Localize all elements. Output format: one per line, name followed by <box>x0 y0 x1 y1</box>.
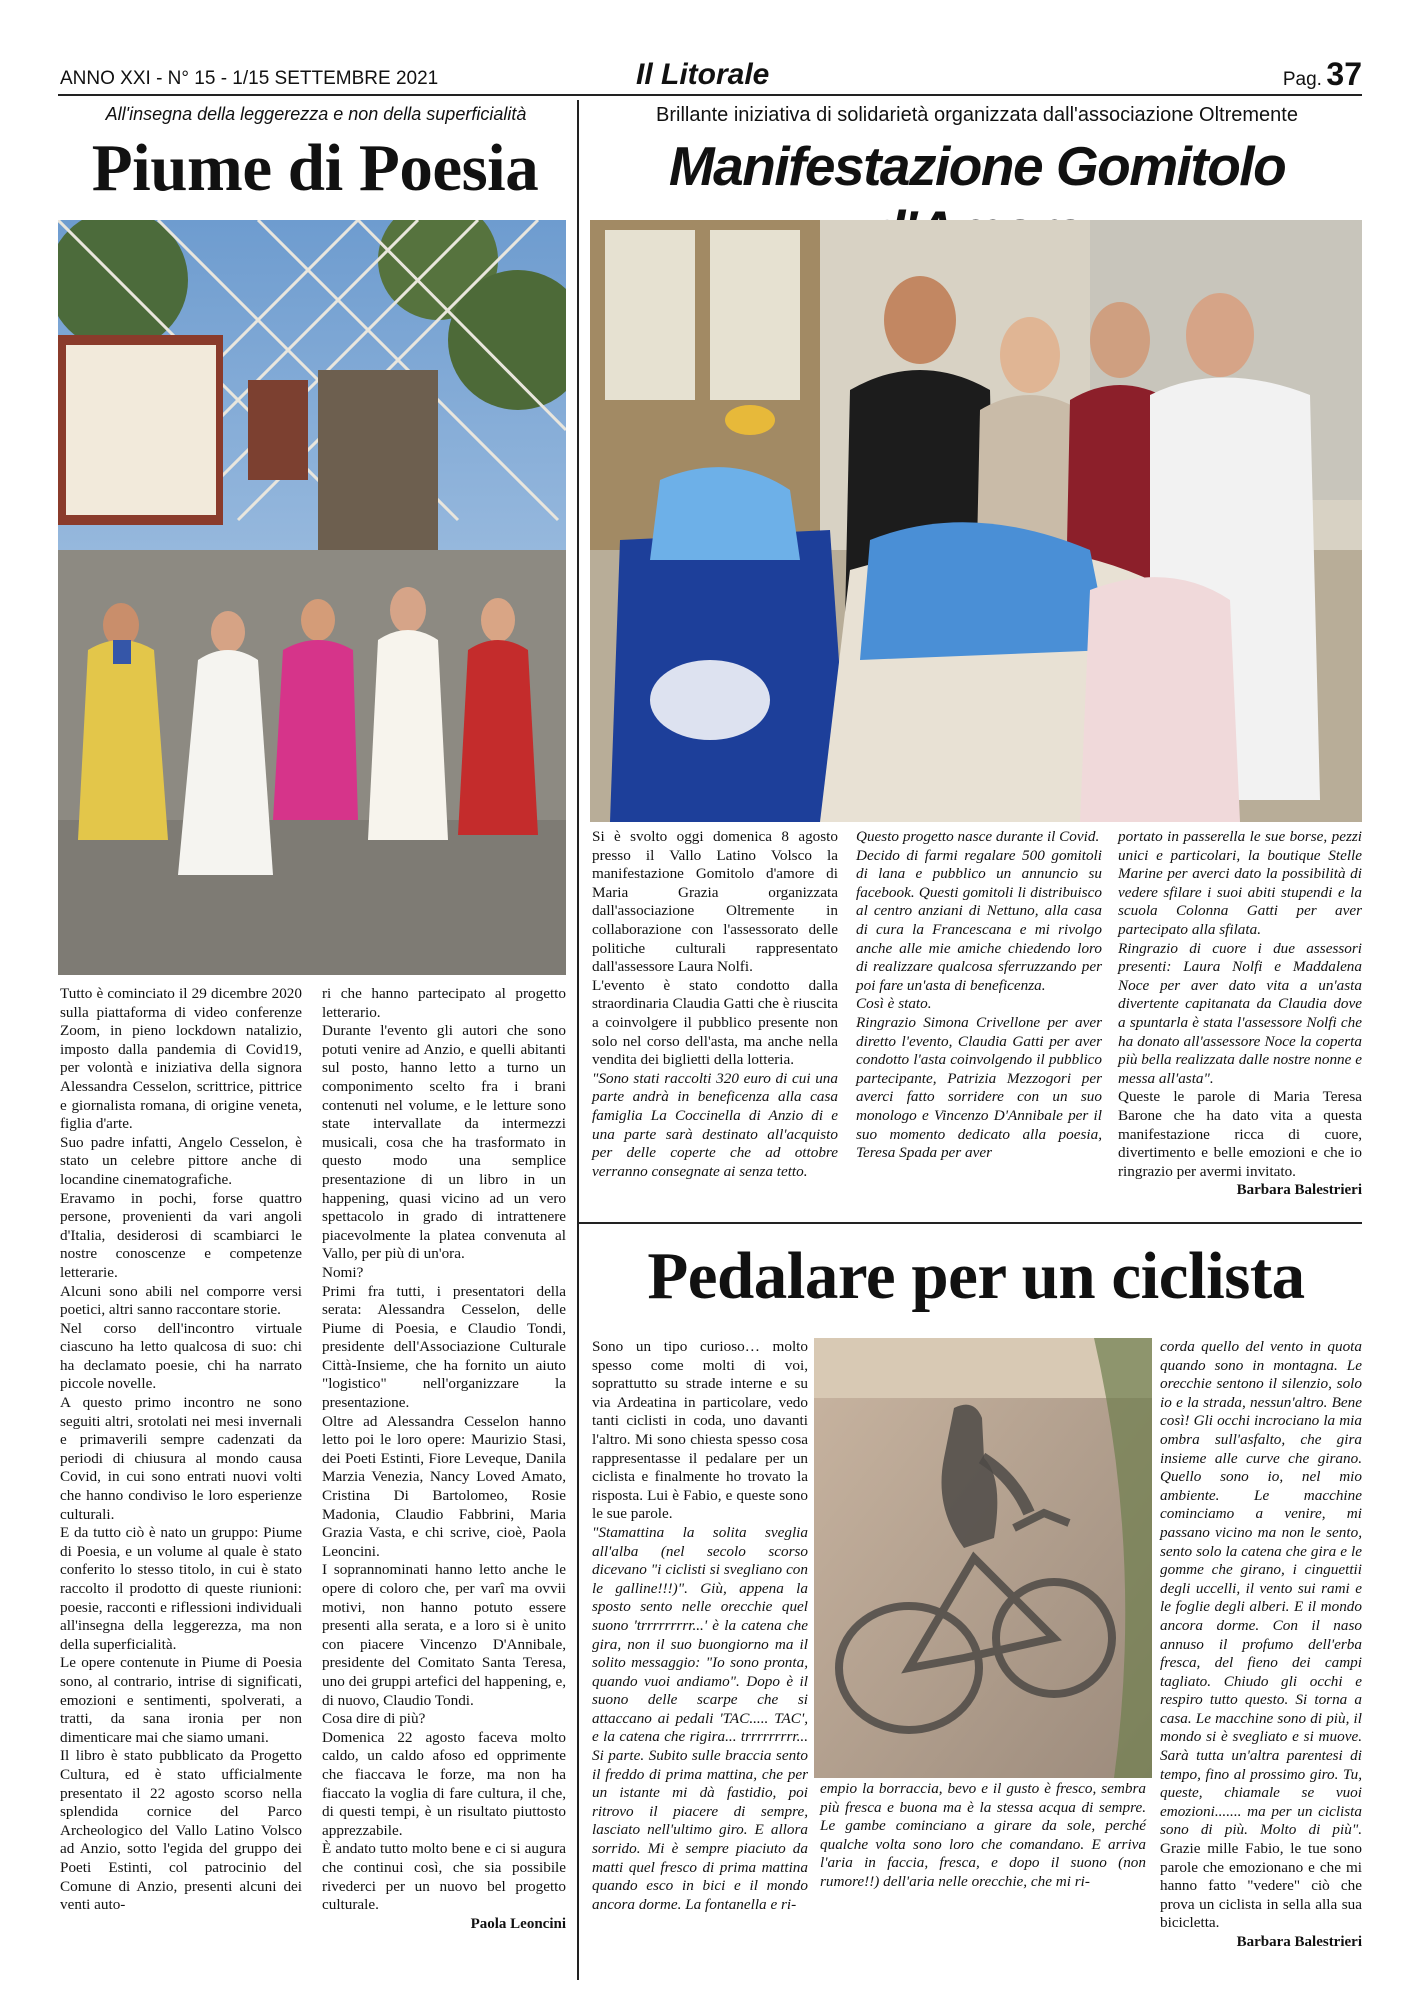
paragraph: Si è svolto oggi domenica 8 agosto presso il Vallo Latino Volsco la manifestazione Gomitolo d'amore di Maria Grazia organizzata dall'associazione Oltremente in collaborazione con l'assessorato delle politiche culturali rappresentato dall'assessore Laura Nolfi. <box>592 828 838 976</box>
page-label: Pag. <box>1282 69 1322 90</box>
issue-line: ANNO XXI - N° 15 - 1/15 SETTEMBRE 2021 <box>60 68 439 89</box>
paragraph: ri che hanno partecipato al progetto letterario. <box>322 985 566 1021</box>
paragraph: Ringrazio Simona Crivellone per aver diretto l'evento, Claudia Gatti per aver condotto l'asta coinvolgendo il pubblico partecipante, Patrizia Mezzogori per averci fatto sorridere con un suo monologo e Vincenzo D'Annibale per il suo momento dedicato alla poesia, Teresa Spada per aver <box>856 1013 1102 1162</box>
paragraph: Alcuni sono abili nel comporre versi poetici, altri sanno raccontare storie. <box>60 1282 302 1319</box>
signature: Barbara Balestrieri <box>1236 1934 1362 1950</box>
paragraph: Nel corso dell'incontro virtuale ciascuno ha letto qualcosa di suo: chi ha declamato poesie, chi ha narrato piccole novelle. <box>60 1319 302 1393</box>
paragraph: Ringrazio di cuore i due assessori presenti: Laura Nolfi e Maddalena Noce per aver dato vita a un'asta divertente capitanata da Claudia dove a spuntarla è stata l'assessore Nolfi che ha donato all'assessore Noce la coperta più bella realizzata dalle nostre nonne e messa all'asta". <box>1118 939 1362 1087</box>
page-number: 37 <box>1326 56 1362 92</box>
paragraph: Cosa dire di più? <box>322 1710 426 1728</box>
section-rule <box>579 1222 1362 1224</box>
column-divider <box>577 100 579 1980</box>
paragraph: E da tutto ciò è nato un gruppo: Piume di Poesia, e un volume al quale è stato conferito lo stesso titolo, in cui è stato raccolto il prodotto di queste riunioni: poesie, racconti e riflessioni individuali all'insegna della leggerezza, ma non della superficialità. <box>60 1524 302 1653</box>
paragraph: Così è stato. <box>856 995 932 1013</box>
paragraph: Suo padre infatti, Angelo Cesselon, è stato un celebre pittore anche di locandine cinematografiche. <box>60 1133 302 1188</box>
left-col2 <box>322 985 566 1933</box>
header-rule <box>58 94 1362 96</box>
left-col1 <box>60 985 302 1915</box>
page-number-block <box>1283 56 1362 93</box>
bottom-col1 <box>592 1338 808 1914</box>
paragraph: Questo progetto nasce durante il Covid. <box>856 828 1100 845</box>
paragraph: Tutto è cominciato il 29 dicembre 2020 sulla piattaforma di video conferenze Zoom, in pieno lockdown natalizio, imposto dalla pandemia di Covid19, per volontà e iniziativa della signora Alessandra Cesselon, scrittrice, pittrice e giornalista romana, di origine veneta, figlia d'arte. <box>60 985 302 1133</box>
left-title: Piume di Poesia <box>91 131 539 205</box>
right-col2 <box>856 828 1102 1163</box>
paragraph: L'evento è stato condotto dalla straordinaria Claudia Gatti che è riuscita a coinvolgere il pubblico presente non solo nel corso dell'asta, ma anche nella vendita dei biglietti della lotteria. <box>592 976 838 1069</box>
bottom-title: Pedalare per un ciclista <box>647 1239 1305 1313</box>
bottom-col3 <box>1160 1338 1362 1952</box>
paragraph: Eravamo in pochi, forse quattro persone, provenienti da vari angoli d'Italia, desiderosi di scambiarci le nostre conoscenze e competenze letterarie. <box>60 1189 302 1281</box>
left-kicker: All'insegna della leggerezza e non della superficialità <box>105 104 527 124</box>
paragraph: Il libro è stato pubblicato da Progetto Cultura, ed è stato ufficialmente presentato il 22 agosto scorso nella splendida cornice del Parco Archeologico del Vallo Latino Volsco ad Anzio, sotto l'egida del gruppo dei Poeti Estinti, col patrocinio del Comune di Anzio, presenti alcuni dei venti auto- <box>60 1747 302 1914</box>
paragraph: È andato tutto molto bene e ci si augura che continui così, che sia possibile rivederci per un nuovo bel progetto culturale. <box>322 1840 566 1914</box>
paragraph: Grazie mille Fabio, le tue sono parole che emozionano e che mi hanno fatto "vedere" ciò che prova un ciclista in sella alla sua bicicletta. <box>1160 1840 1362 1932</box>
paragraph: Domenica 22 agosto faceva molto caldo, un caldo afoso ed opprimente che fiaccava le forze, ma non ha fiaccato la voglia di fare cultura, il che, di questi tempi, è un risultato piuttosto apprezzabile. <box>322 1728 566 1839</box>
donation-bags-photo <box>590 220 1362 822</box>
women-group-photo <box>58 220 566 975</box>
signature: Paola Leoncini <box>470 1915 566 1932</box>
paragraph: Durante l'evento gli autori che sono potuti venire ad Anzio, e quelli abitanti sul posto, hanno letto a turno un componimento scelto fra i brani contenuti nel volume, e le letture sono state intervallate da intermezzi musicali, cosa che ha trasformato in questo modo una semplice presentazione di un libro in un happening, quasi vicino ad un vero spettacolo in grado di intrattenere piacevolmente la platea convenuta al Vallo, per più di un'ora. <box>322 1022 566 1263</box>
right-col3 <box>1118 828 1362 1200</box>
paragraph: corda quello del vento in quota quando sono in montagna. Le orecchie sentono il silenzio, solo io e la strada, nessun'altro. Bene così! Gli occhi incrociano la mia ombra sull'asfalto, che gira insieme alle curve che girano. Quello sono io, nel mio ambiente. Le macchine cominciamo a venire, mi passano vicino ma non le sento, sento solo la catena che gira e le gomme che girano, i cinguettii degli uccelli, il vento sui rami e le foglie degli alberi. E il mondo ancora dorme. Con il naso annuso il profumo dell'erba fresca, del fieno dei campi tagliato. Chiudo gli occhi e respiro tutto questo. Si torna a casa. Le macchine sono di più, il mondo si è svegliato e si muove. Sarà tutta un'altra parentesi di tempo, fino al prossimo giro. Tu, queste, chiamale se vuoi emozioni....... ma per un ciclista sono di più. Molto di più". <box>1160 1338 1362 1839</box>
paragraph: Primi fra tutti, i presentatori della serata: Alessandra Cesselon, delle Piume di Poesia, e Claudio Tondi, presidente dell'Associazione Culturale Città-Insieme, che ha fornito un aiuto "logistico" nell'organizzare la presentazione. <box>322 1282 566 1412</box>
paragraph: Decido di farmi regalare 500 gomitoli di lana e pubblico un annuncio su facebook. Questi gomitoli li distribuisco al centro anziani di Nettuno, alla casa di cura la Francescana e mi rivolgo anche alle mie amiche chiedendo loro di realizzare qualcosa sferruzzando per poi fare un'asta di beneficenza. <box>856 846 1102 994</box>
right-col1 <box>592 828 838 1181</box>
right-title: Manifestazione Gomitolo <box>668 135 1286 197</box>
paragraph: Le opere contenute in Piume di Poesia sono, al contrario, intrise di significati, emozioni e sentimenti, spolverati, a tratti, da sana ironia per non dimenticare mai che siamo umani. <box>60 1654 302 1746</box>
paragraph: Sono un tipo curioso… molto spesso come molti di voi, soprattutto su strade interne e su via Ardeatina in particolare, vedo tanti ciclisti in coda, uno davanti l'altro. Mi sono chiesta spesso cosa rappresentasse il pedalare per un ciclista e finalmente ho trovato la risposta. Lui è Fabio, e queste sono le sue parole. <box>592 1338 808 1523</box>
paragraph: empio la borraccia, bevo e il gusto è fresco, sembra più fresca e buona ma è la stessa acqua di sempre. Le gambe cominciano a girare da sole, perché qualche volta sono loro che comandano. E arriva l'aria in faccia, fresca, e dopo il suono (non rumore!!) dell'aria nelle orecchie, che mi ri- <box>820 1780 1146 1890</box>
paragraph: Oltre ad Alessandra Cesselon hanno letto poi le loro opere: Maurizio Stasi, dei Poeti Estinti, Fiore Leveque, Danila Marzia Venezia, Nancy Loved Amato, Cristina Di Bartolomeo, Rosie Madonia, Claudio Fabbrini, Maria Grazia Vasta, e chi scrive, cioè, Paola Leoncini. <box>322 1412 566 1560</box>
signature: Barbara Balestrieri <box>1236 1182 1362 1199</box>
paragraph: A questo primo incontro ne sono seguiti altri, srotolati nei mesi invernali e primaverili sempre cadenzati da periodi di chiusura al mondo causa Covid, in cui sono entrati nuovi volti che hanno condiviso le loro esperienze culturali. <box>60 1394 302 1523</box>
right-kicker: Brillante iniziativa di solidarietà organizzata dall'associazione Oltremente <box>656 104 1298 126</box>
paragraph: portato in passerella le sue borse, pezzi unici e particolari, la boutique Stelle Marine per averci dato la possibilità di vedere sfilare i suoi abiti stupendi e la scuola Colonna Gatti per aver partecipato alla sfilata. <box>1118 828 1362 938</box>
paragraph: "Sono stati raccolti 320 euro di cui una parte andrà in beneficenza alla casa famiglia La Coccinella di Anzio di e una parte sarà destinato all'acquisto per delle coperte che ad ottobre verranno consegnate ai senza tetto. <box>592 1069 838 1180</box>
paragraph: I soprannominati hanno letto anche le opere di coloro che, per varî ma ovvii motivi, non hanno potuto essere presenti alla serata, e a loro si è unito con piacere Vincenzo D'Annibale, presidente del Comitato Santa Teresa, uno dei gruppi artefici del happening, e, di nuovo, Claudio Tondi. <box>322 1561 566 1709</box>
paragraph: "Stamattina la solita sveglia all'alba (nel secolo scorso dicevano "i ciclisti si svegliano con le galline!!!)". Giù, appena la sposto sento nelle orecchie quel suono 'trrrrrrrrr...' è la catena che gira, non il suo buongiorno ma il solito messaggio: "Io sono pronta, quando vuoi andiamo". Dopo è il suono delle scarpe che si attaccano ai pedali 'TAC..... TAC', e la catena che rigira... trrrrrrrrr... Si parte. Subito sulle braccia sento il freddo di prima mattina, che per un istante mi dà fastidio, poi ritrovo il piacere di sempre, lasciato nell'ultimo giro. E allora sorrido. Mi è sempre piaciuto da matti quel fresco di prima mattina quando esco in bici e il mondo ancora dorme. La fontanella e ri- <box>592 1523 808 1913</box>
masthead: Il Litorale <box>636 58 770 91</box>
bottom-col2 <box>820 1780 1146 1892</box>
paragraph: Nomi? <box>322 1263 364 1281</box>
paragraph: Queste le parole di Maria Teresa Barone che ha dato vita a questa manifestazione ricca di cuore, divertimento e belle emozioni e che io ringrazio per avermi invitato. <box>1118 1088 1362 1180</box>
bicycle-shadow-photo <box>814 1338 1152 1778</box>
